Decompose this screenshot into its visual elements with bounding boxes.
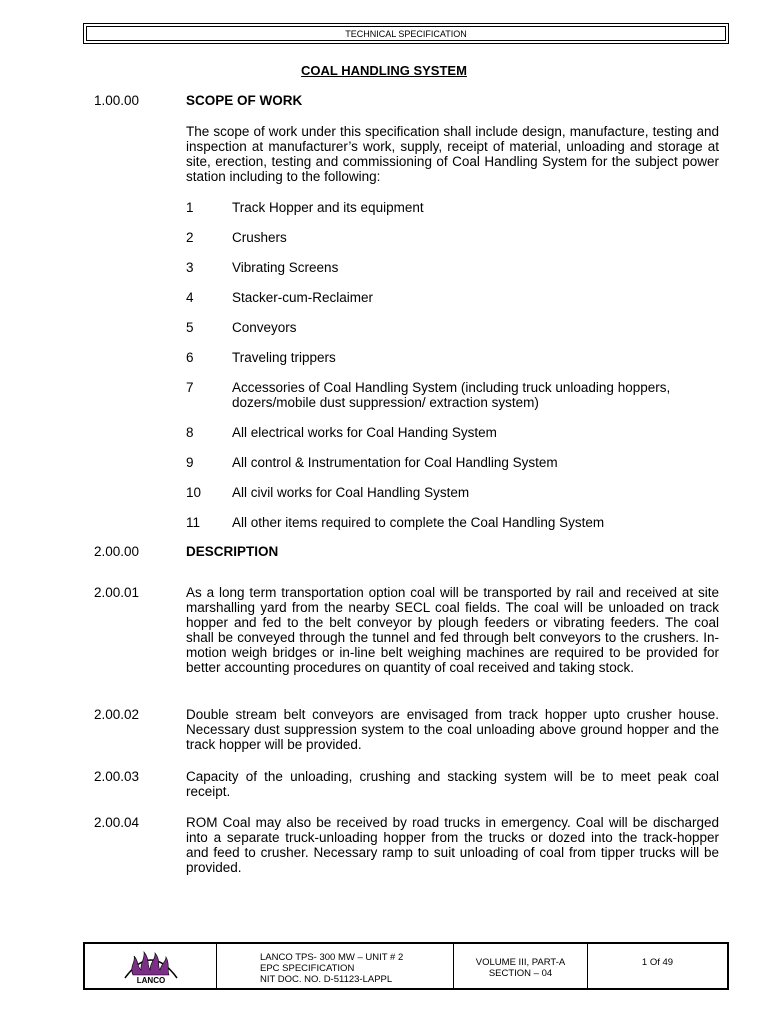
clause-number: 2.00.02: [94, 707, 140, 722]
section-heading: SCOPE OF WORK: [186, 93, 303, 108]
list-item-number: 8: [186, 425, 194, 440]
clause-paragraph: Double stream belt conveyors are envisaged from track hopper upto crusher house. Necessary dust suppression system to the coal unloading above ground hopper and the track hopper will be provided.: [186, 707, 719, 752]
clause-paragraph: Capacity of the unloading, crushing and stacking system will be to meet peak coal receipt.: [186, 769, 719, 799]
list-item-number: 3: [186, 260, 194, 275]
list-item: All control & Instrumentation for Coal Handling System: [232, 455, 558, 470]
list-item-number: 10: [186, 485, 202, 500]
list-item-number: 1: [186, 200, 194, 215]
list-item-number: 6: [186, 350, 194, 365]
document-title: [0, 63, 768, 78]
footer-section: SECTION – 04: [488, 968, 553, 979]
page-footer: [83, 942, 729, 990]
list-item: Stacker-cum-Reclaimer: [232, 290, 374, 305]
footer-document-info: [217, 944, 454, 988]
clause-number: 2.00.04: [94, 815, 140, 830]
section-number: 2.00.00: [94, 544, 140, 559]
list-item: All other items required to complete the Coal Handling System: [232, 515, 605, 530]
list-item: All civil works for Coal Handling System: [232, 485, 470, 500]
list-item-number: 7: [186, 380, 194, 395]
list-item: Accessories of Coal Handling System (including truck unloading hoppers, dozers/mobile dust suppression/ extraction system): [232, 380, 671, 410]
clause-paragraph: As a long term transportation option coal will be transported by rail and received at site marshalling yard from the nearby SECL coal fields. The coal will be unloaded on track hopper and fed to the belt conveyor by plough feeders or vibrating feeders. The coal shall be conveyed through the tunnel and fed through belt conveyors to the crushers. In-motion weigh bridges or in-line belt weighing machines are required to be provided for better accounting procedures on quantity of coal received and taking stock.: [186, 585, 719, 675]
header-title: TECHNICAL SPECIFICATION: [86, 26, 726, 41]
list-item-number: 11: [186, 515, 201, 530]
section-heading: DESCRIPTION: [186, 544, 279, 559]
list-item-number: 9: [186, 455, 194, 470]
footer-page-number: 1 Of 49: [641, 957, 674, 968]
list-item-number: 4: [186, 290, 194, 305]
clause-number: 2.00.01: [94, 585, 140, 600]
list-item-number: 2: [186, 230, 194, 245]
page-header: [83, 23, 729, 44]
footer-volume: VOLUME III, PART-A: [475, 957, 566, 968]
list-item: Crushers: [232, 230, 287, 245]
list-item: All electrical works for Coal Handing System: [232, 425, 497, 440]
clause-number: 2.00.03: [94, 769, 140, 784]
list-item: Vibrating Screens: [232, 260, 339, 275]
lanco-logo: [119, 948, 183, 984]
list-item: Track Hopper and its equipment: [232, 200, 424, 215]
clause-paragraph: ROM Coal may also be received by road trucks in emergency. Coal will be discharged into a separate truck-unloading hopper from the trucks or dozed into the track-hopper and feed to crusher. Necessary ramp to suit unloading of coal from tipper trucks will be provided.: [186, 815, 719, 875]
footer-project: LANCO TPS- 300 MW – UNIT # 2: [260, 952, 404, 963]
section-number: 1.00.00: [94, 93, 140, 108]
footer-doc-number: NIT DOC. NO. D-51123-LAPPL: [260, 974, 393, 985]
list-item: Traveling trippers: [232, 350, 336, 365]
footer-volume-info: [454, 944, 588, 988]
footer-spec: EPC SPECIFICATION: [260, 963, 355, 974]
svg-text:LANCO: LANCO: [136, 976, 165, 984]
list-item-number: 5: [186, 320, 194, 335]
document-title-text: COAL HANDLING SYSTEM: [301, 63, 467, 78]
scope-intro-paragraph: The scope of work under this specification shall include design, manufacture, testing and inspection at manufacturer’s work, supply, receipt of material, unloading and storage at site, erection, testing and commissioning of Coal Handling System for the subject power station including to the following:: [186, 124, 719, 184]
list-item: Conveyors: [232, 320, 297, 335]
footer-logo-cell: [85, 944, 217, 988]
